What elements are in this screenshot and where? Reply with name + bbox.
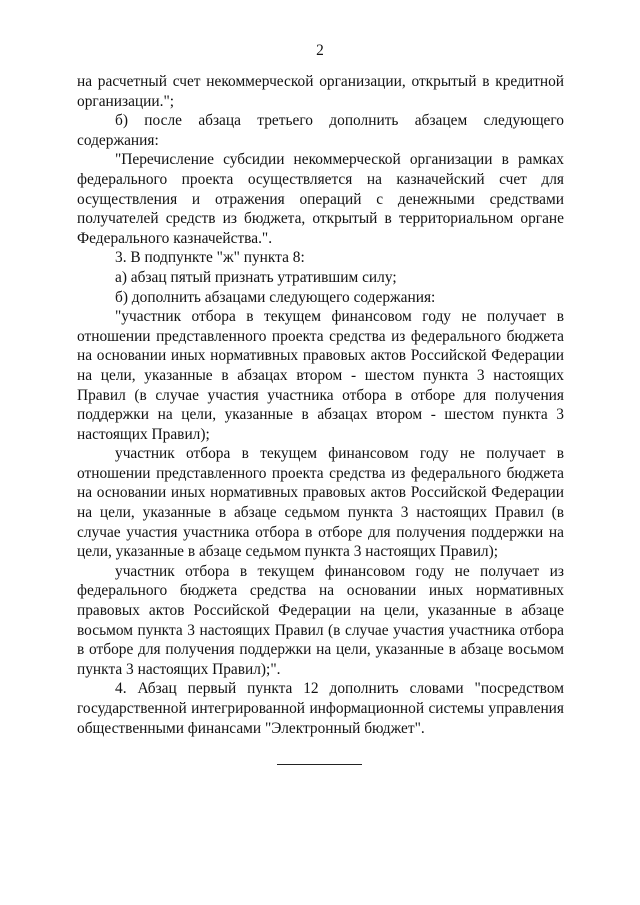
paragraph-3: "Перечисление субсидии некоммерческой организации в рамках федерального проекта осуществляется на казначейский счет для осуществления и отражения операций с денежными средствами получателей средств из бюджета, открытый в территориальном органе Федерального казначейства.".: [77, 151, 564, 247]
end-divider: [277, 764, 362, 765]
paragraph-9: участник отбора в текущем финансовом году не получает из федерального бюджета средства на основании иных нормативных правовых актов Российской Федерации на цели, указанные в абзаце восьмом пункта 3 настоящих Правил (в случае участия участника отбора в отборе для получения поддержки на цели, указанные в абзаце восьмом пункта 3 настоящих Правил);".: [77, 562, 564, 678]
paragraph-7: "участник отбора в текущем финансовом году не получает в отношении представленного проекта средства из федерального бюджета на основании иных нормативных правовых актов Российской Федерации на цели, указанные в абзацах втором - шестом пункта 3 настоящих Правил (в случае участия участника отбора в отборе для получения поддержки на цели, указанные в абзацах втором - шестом пункта 3 настоящих Правил);: [77, 308, 564, 443]
paragraph-4: 3. В подпункте "ж" пункта 8:: [115, 249, 305, 267]
document-body: [77, 72, 564, 738]
paragraph-5: а) абзац пятый признать утратившим силу;: [115, 268, 397, 286]
paragraph-8: участник отбора в текущем финансовом году не получает в отношении представленного проекта средства из федерального бюджета на основании иных нормативных правовых актов Российской Федерации на цели, указанные в абзаце седьмом пункта 3 настоящих Правил (в случае участия участника отбора в отборе для получения поддержки на цели, указанные в абзаце седьмом пункта 3 настоящих Правил);: [77, 445, 564, 561]
paragraph-6: б) дополнить абзацами следующего содержания:: [115, 288, 436, 306]
paragraph-10: 4. Абзац первый пункта 12 дополнить словами "посредством государственной интегрированной информационной системы управления общественными финансами "Электронный бюджет".: [77, 680, 564, 737]
paragraph-2: б) после абзаца третьего дополнить абзацем следующего содержания:: [77, 112, 564, 149]
page-number: 2: [316, 42, 324, 59]
paragraph-1: на расчетный счет некоммерческой организации, открытый в кредитной организации.";: [77, 73, 564, 110]
